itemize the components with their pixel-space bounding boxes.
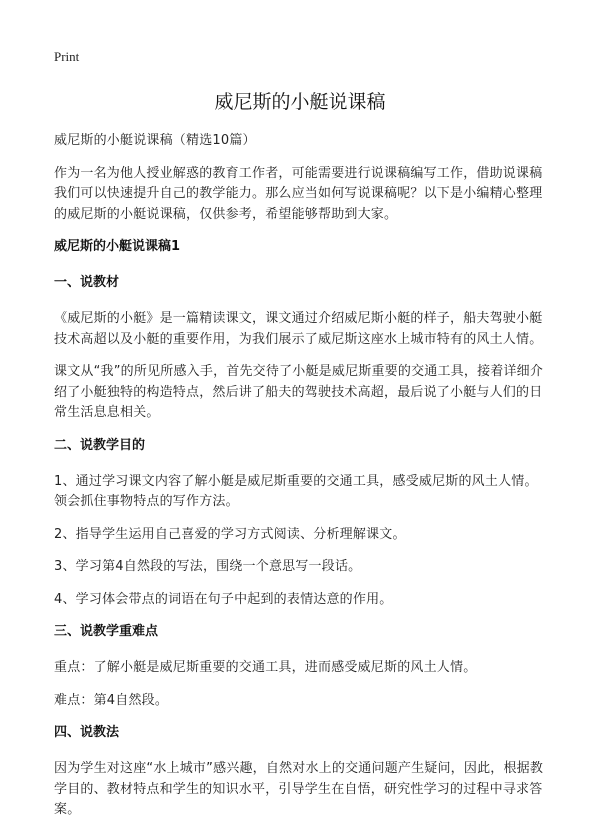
section-2-paragraph-1: 1、通过学习课文内容了解小艇是威尼斯重要的交通工具，感受威尼斯的风土人情。领会抓住事物特点的写作方法。 (54, 473, 538, 509)
section-2-paragraph-3: 3、学习第4自然段的写法，围绕一个意思写一段话。 (54, 559, 362, 574)
section-1-paragraph-2: 课文从“我”的所见所感入手，首先交待了小艇是威尼斯重要的交通工具，接着详细介绍了小艇独特的构造特点，然后讲了船夫的驾驶技术高超，最后说了小艇与人们的日常生活息息相关。 (54, 364, 544, 420)
section-2-paragraph-4: 4、学习体会带点的词语在句子中起到的表情达意的作用。 (54, 591, 393, 607)
section-heading-3: 三、说教学重难点 (54, 624, 159, 639)
section-2-paragraph-2: 2、指导学生运用自己喜爱的学习方式阅读、分析理解课文。 (54, 526, 406, 542)
intro-paragraph: 作为一名为他人授业解惑的教育工作者，可能需要进行说课稿编写工作，借助说课稿我们可以快速提升自己的教学能力。那么应当如何写说课稿呢？以下是小编精心整理的威尼斯的小艇说课稿，仅供参考，希望能够帮助到大家。 (54, 165, 543, 222)
print-link[interactable]: Print (54, 49, 80, 64)
page-title: 威尼斯的小艇说课稿 (214, 91, 386, 113)
section-3-paragraph-2: 难点：第4自然段。 (54, 692, 169, 708)
doc-subtitle: 威尼斯的小艇说课稿（精选10篇） (54, 133, 256, 148)
section-heading-1: 一、说教材 (54, 275, 120, 290)
article-heading: 威尼斯的小艇说课稿1 (54, 239, 181, 254)
section-3-paragraph-1: 重点：了解小艇是威尼斯重要的交通工具，进而感受威尼斯的风土人情。 (54, 660, 477, 675)
section-heading-2: 二、说教学目的 (54, 437, 146, 453)
section-heading-4: 四、说教法 (54, 725, 120, 740)
section-1-paragraph-1: 《威尼斯的小艇》是一篇精读课文，课文通过介绍威尼斯小艇的样子，船夫驾驶小艇技术高超以及小艇的重要作用，为我们展示了威尼斯这座水上城市特有的风土人情。 (54, 311, 543, 347)
section-4-paragraph-1: 因为学生对这座“水上城市”感兴趣，自然对水上的交通问题产生疑问，因此，根据教学目的、教材特点和学生的知识水平，引导学生在自悟，研究性学习的过程中寻求答案。 (54, 761, 544, 817)
